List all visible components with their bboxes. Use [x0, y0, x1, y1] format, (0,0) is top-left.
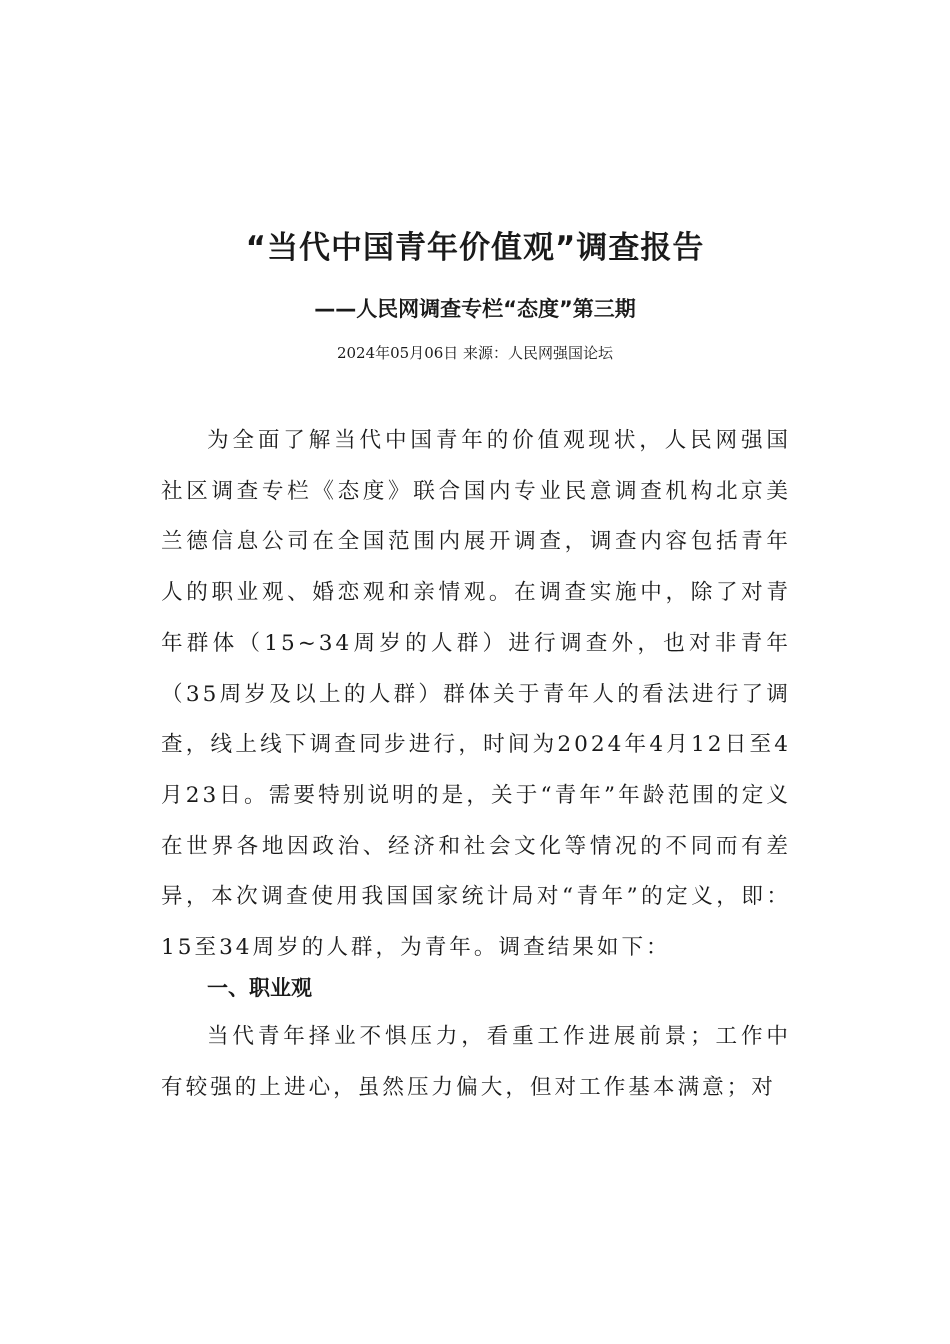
- document-subtitle: ——人民网调查专栏“态度”第三期: [314, 297, 636, 321]
- career-paragraph: 当代青年择业不惧压力，看重工作进展前景；工作中有较强的上进心，虽然压力偏大，但对工作基本满意；对: [161, 1024, 791, 1100]
- publish-date-source: 2024年05月06日 来源：人民网强国论坛: [336, 344, 614, 362]
- section-heading-career: 一、职业观: [207, 976, 312, 1000]
- intro-paragraph: 为全面了解当代中国青年的价值观现状，人民网强国社区调查专栏《态度》联合国内专业民意调查机构北京美兰德信息公司在全国范围内展开调查，调查内容包括青年人的职业观、婚恋观和亲情观。在调查实施中，除了对青年群体（15~34周岁的人群）进行调查外，也对非青年（35周岁及以上的人群）群体关于青年人的看法进行了调查，线上线下调查同步进行，时间为2024年4月12日至4月23日。需要特别说明的是，关于“青年”年龄范围的定义在世界各地因政治、经济和社会文化等情况的不同而有差异，本次调查使用我国国家统计局对“青年”的定义，即：15至34周岁的人群，为青年。调查结果如下：: [161, 428, 791, 961]
- document-title: “当代中国青年价值观”调查报告: [245, 230, 705, 266]
